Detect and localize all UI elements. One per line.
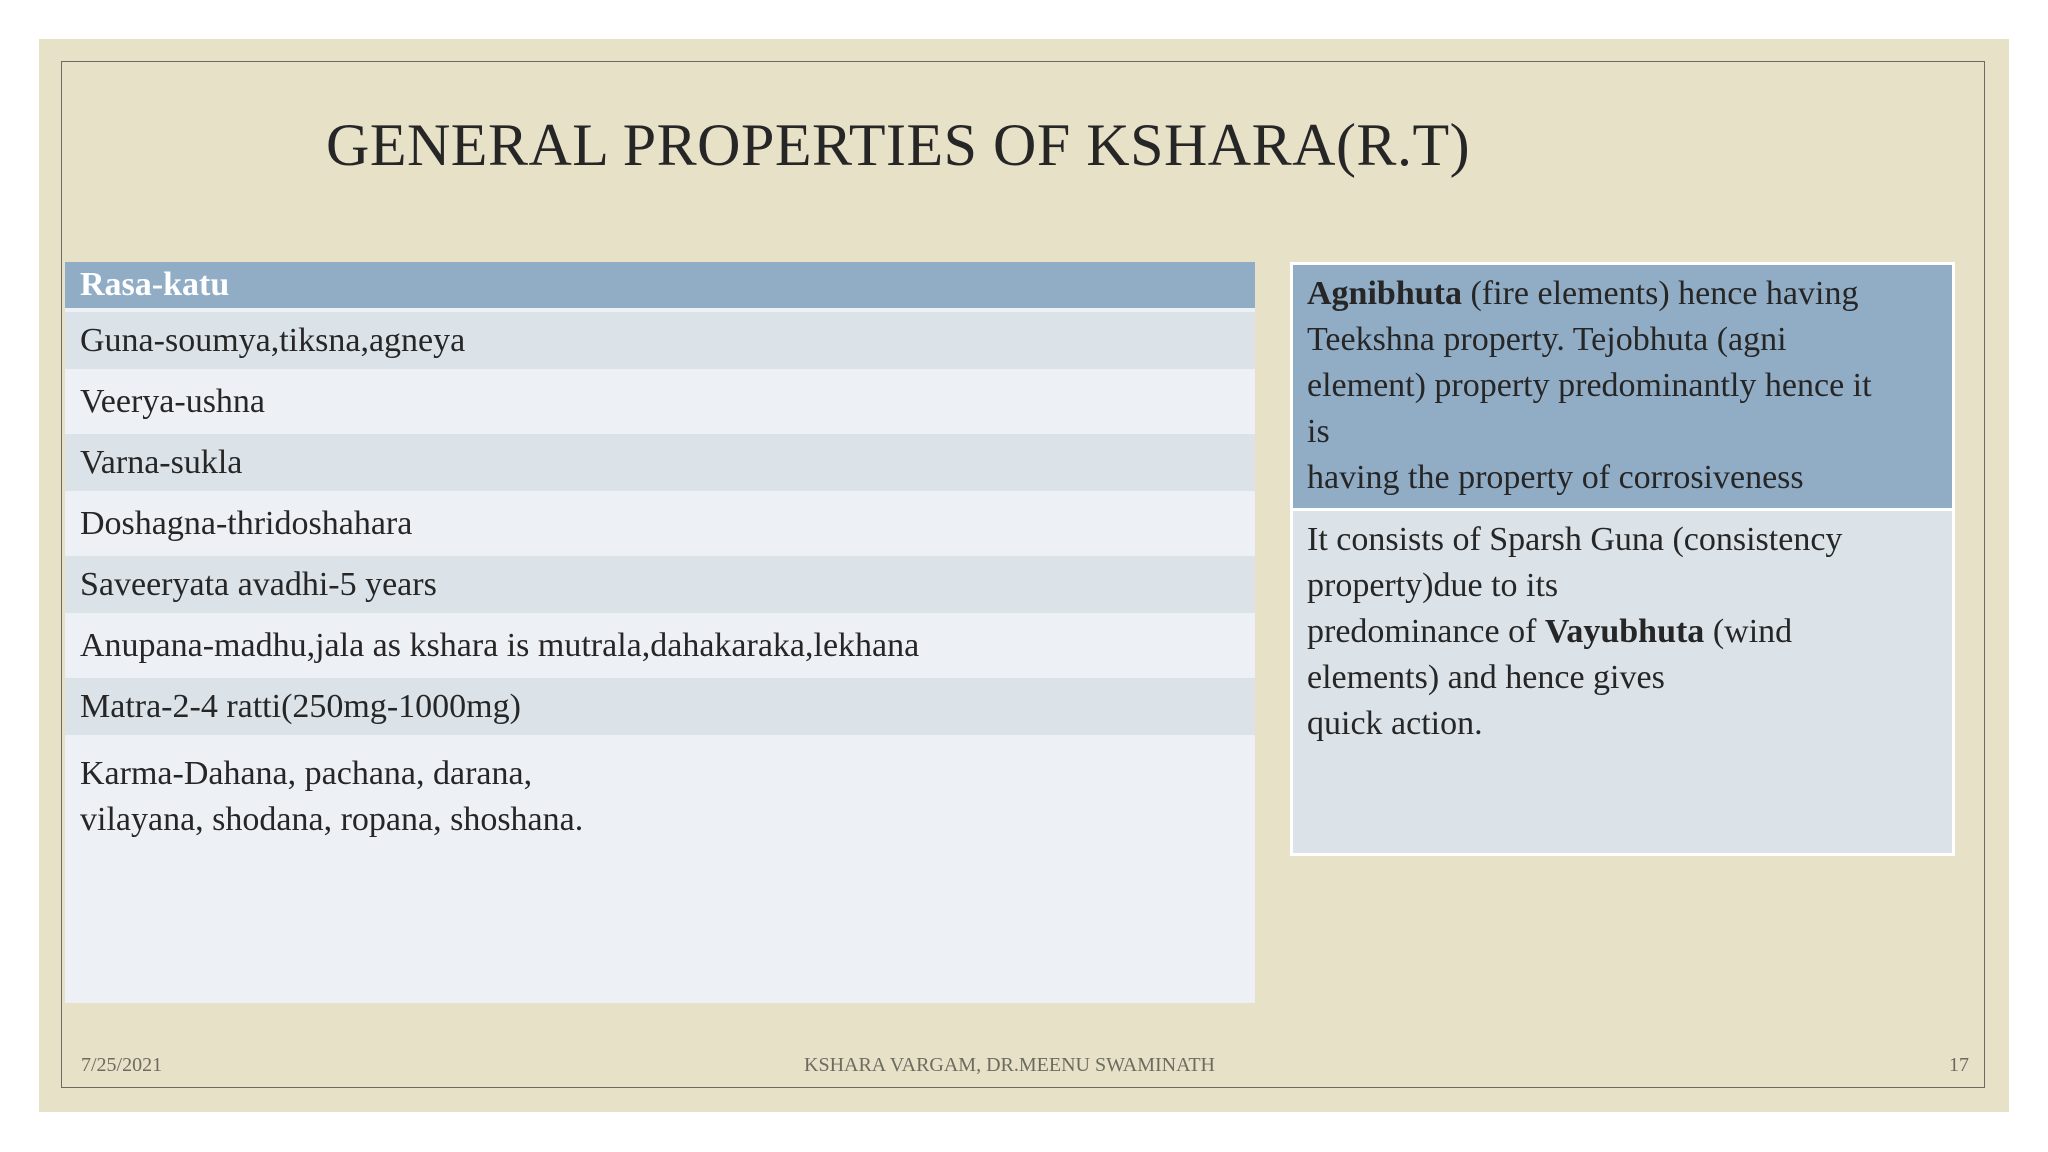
footer-date: 7/25/2021 xyxy=(81,1054,163,1076)
agnibhuta-cell xyxy=(1293,265,1952,508)
table-row-matra: Matra-2-4 ratti(250mg-1000mg) xyxy=(65,678,1255,735)
table-row-doshagna: Doshagna-thridoshahara xyxy=(65,495,1255,552)
karma-line-1: Karma-Dahana, pachana, darana, xyxy=(80,755,533,792)
agnibhuta-line-5: having the property of corrosiveness xyxy=(1307,459,1804,496)
vayubhuta-line-2: property)due to its xyxy=(1307,567,1559,604)
vayubhuta-line-3: predominance of Vayubhuta (wind xyxy=(1307,613,1793,650)
table-row-guna: Guna-soumya,tiksna,agneya xyxy=(65,312,1255,369)
table-row-varna: Varna-sukla xyxy=(65,434,1255,491)
slide-title: GENERAL PROPERTIES OF KSHARA(R.T) xyxy=(326,112,1471,178)
slide xyxy=(39,39,2009,1112)
agnibhuta-line-2: Teekshna property. Tejobhuta (agni xyxy=(1307,321,1787,358)
agnibhuta-line-3: element) property predominantly hence it xyxy=(1307,367,1872,404)
vayubhuta-line-5: quick action. xyxy=(1307,705,1483,742)
bhuta-table xyxy=(1290,262,1955,856)
table-row-veerya: Veerya-ushna xyxy=(65,373,1255,430)
agnibhuta-line-4: is xyxy=(1307,413,1330,450)
footer-title: KSHARA VARGAM, DR.MEENU SWAMINATH xyxy=(804,1054,1215,1076)
vayubhuta-term: Vayubhuta xyxy=(1544,613,1705,650)
table-header-rasa: Rasa-katu xyxy=(65,262,1255,308)
table-row-karma xyxy=(65,739,1255,1003)
karma-line-2: vilayana, shodana, ropana, shoshana. xyxy=(80,801,584,838)
agnibhuta-term: Agnibhuta xyxy=(1307,275,1462,312)
properties-table xyxy=(65,262,1255,1003)
table-row-saveeryata: Saveeryata avadhi-5 years xyxy=(65,556,1255,613)
vayubhuta-line-1: It consists of Sparsh Guna (consistency xyxy=(1307,521,1843,558)
footer-page-number: 17 xyxy=(1949,1054,1969,1076)
table-row-anupana: Anupana-madhu,jala as kshara is mutrala,dahakaraka,lekhana xyxy=(65,617,1255,674)
agnibhuta-line-1: Agnibhuta (fire elements) hence having xyxy=(1307,275,1859,312)
vayubhuta-cell xyxy=(1293,511,1952,853)
vayubhuta-line-4: elements) and hence gives xyxy=(1307,659,1665,696)
